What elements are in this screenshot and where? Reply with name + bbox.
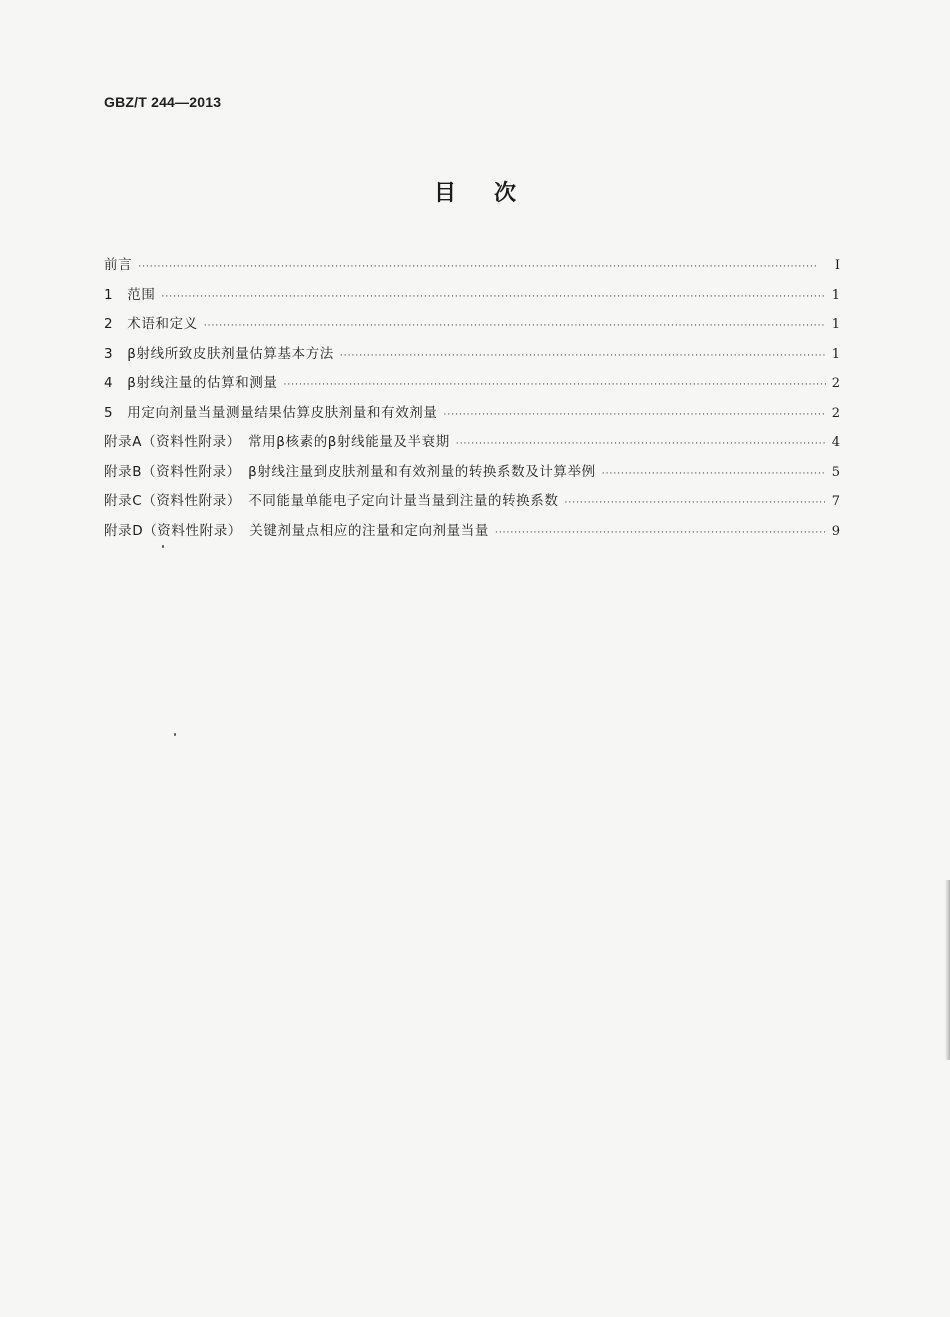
toc-leader-dots xyxy=(138,262,826,272)
page-edge-shadow xyxy=(945,880,950,1060)
toc-entry-page: 4 xyxy=(831,435,840,450)
toc-entry-section-4[interactable] xyxy=(104,371,840,401)
toc-entry-text: 4 β射线注量的估算和测量 xyxy=(104,375,278,391)
toc-entry-section-3[interactable] xyxy=(104,342,840,372)
toc-entry-page: 2 xyxy=(831,405,840,421)
toc-entry-section-5[interactable] xyxy=(104,401,840,431)
scan-speck xyxy=(162,545,164,548)
toc-entry-text: 附录A（资料性附录） 常用β核素的β射线能量及半衰期 xyxy=(104,434,450,450)
toc-entry-text: 附录B（资料性附录） β射线注量到皮肤剂量和有效剂量的转换系数及计算举例 xyxy=(104,463,596,480)
toc-leader-dots xyxy=(204,321,826,331)
toc-entry-text: 5 用定向剂量当量测量结果估算皮肤剂量和有效剂量 xyxy=(104,404,438,421)
toc-entry-page: 5 xyxy=(831,464,840,480)
toc-entry-page: 1 xyxy=(831,346,840,362)
toc-leader-dots xyxy=(162,292,827,302)
toc-leader-dots xyxy=(564,498,826,508)
toc-entry-page: 1 xyxy=(831,287,840,303)
toc-leader-dots xyxy=(444,410,827,420)
toc-leader-dots xyxy=(495,528,826,538)
toc-entry-page: Ⅰ xyxy=(834,258,840,273)
toc-entry-text: 2 术语和定义 xyxy=(104,316,198,332)
toc-entry-terms[interactable] xyxy=(104,312,840,342)
toc-entry-appendix-d[interactable] xyxy=(104,519,840,549)
scan-speck xyxy=(174,733,176,736)
toc-title: 目次 xyxy=(433,181,554,206)
document-code: GBZ/T 244—2013 xyxy=(104,94,222,110)
toc-entry-page: 9 xyxy=(831,523,840,539)
toc-entry-foreword[interactable] xyxy=(104,253,840,283)
toc-entry-page: 7 xyxy=(831,494,840,509)
toc-entry-text: 前言 xyxy=(104,257,133,273)
toc-entry-scope[interactable] xyxy=(104,283,840,313)
toc-entry-page: 2 xyxy=(831,376,840,391)
toc-leader-dots xyxy=(456,439,826,449)
toc-entry-text: 附录D（资料性附录） 关键剂量点相应的注量和定向剂量当量 xyxy=(104,522,489,539)
toc-leader-dots xyxy=(340,351,826,361)
toc-entry-text: 3 β射线所致皮肤剂量估算基本方法 xyxy=(104,345,334,362)
toc-entry-appendix-a[interactable] xyxy=(104,430,840,460)
toc-entry-appendix-c[interactable] xyxy=(104,489,840,519)
toc-entry-text: 附录C（资料性附录） 不同能量单能电子定向计量当量到注量的转换系数 xyxy=(104,493,559,509)
toc-entry-appendix-b[interactable] xyxy=(104,460,840,490)
toc-leader-dots xyxy=(284,380,826,390)
table-of-contents xyxy=(104,253,840,548)
toc-entry-text: 1 范围 xyxy=(104,286,156,303)
toc-entry-page: 1 xyxy=(831,317,840,332)
toc-leader-dots xyxy=(602,469,826,479)
